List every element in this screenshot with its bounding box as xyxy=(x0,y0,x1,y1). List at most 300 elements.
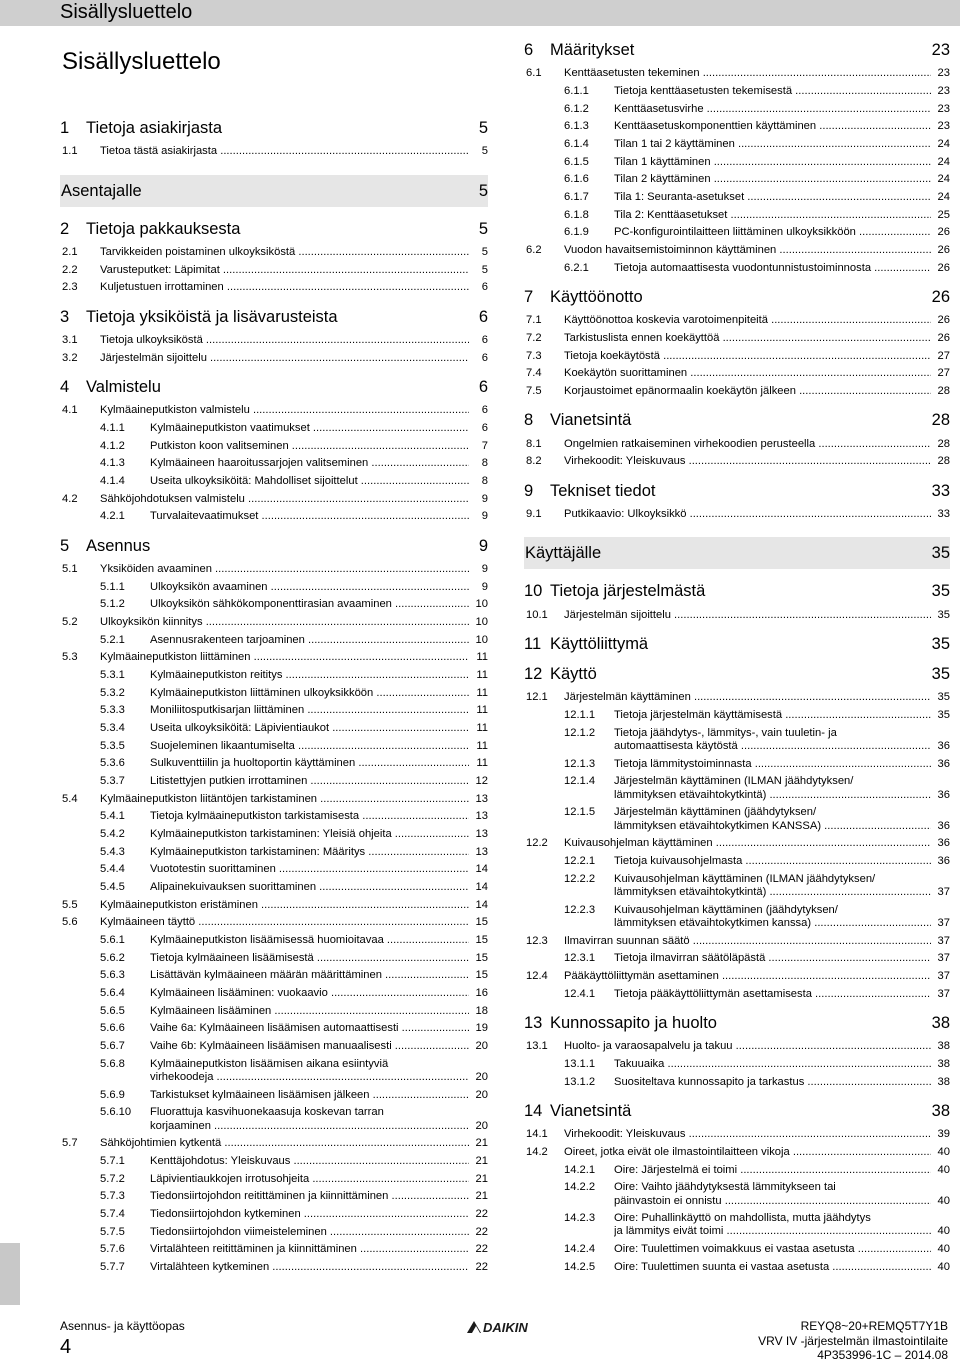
toc-entry[interactable] xyxy=(524,1038,950,1056)
toc-entry-title: Tietoja koekäytöstä ..... xyxy=(564,350,931,363)
toc-page-number: 10 xyxy=(475,615,488,628)
toc-entry[interactable] xyxy=(524,932,950,950)
toc-entry-number: 8.2 xyxy=(526,455,542,468)
toc-entry[interactable] xyxy=(524,100,950,118)
toc-entry[interactable] xyxy=(60,244,488,262)
toc-chapter-heading[interactable] xyxy=(60,307,488,327)
toc-entry[interactable] xyxy=(60,1056,488,1087)
toc-chapter-title xyxy=(60,536,150,556)
toc-page-number: 22 xyxy=(475,1225,488,1238)
toc-entry[interactable] xyxy=(60,950,488,968)
toc-entry-title: Tila 2: Kenttäasetukset ..... xyxy=(614,209,931,222)
toc-entry-title: Takuuaika ..... xyxy=(614,1058,931,1071)
toc-entry[interactable] xyxy=(524,1073,950,1091)
toc-chapter-text: Asennus xyxy=(86,536,151,555)
toc-page-number: 13 xyxy=(475,810,488,823)
toc-page-number: 6 xyxy=(478,307,488,326)
toc-entry[interactable] xyxy=(60,1241,488,1259)
toc-chapter-heading[interactable] xyxy=(524,481,950,501)
toc-chapter-text: Käyttöönotto xyxy=(550,288,643,307)
toc-entry-title-end: lämmityksen etävaihtokytkintä) ..... xyxy=(614,789,931,802)
toc-entry-title: Huolto- ja varaosapalvelu ja takuu ..... xyxy=(564,1040,931,1053)
toc-entry[interactable] xyxy=(60,279,488,297)
toc-chapter-heading[interactable] xyxy=(60,219,488,239)
toc-entry-title xyxy=(614,775,931,802)
toc-page-number: 33 xyxy=(931,481,950,500)
toc-entry-number: 5.3.7 xyxy=(100,774,125,787)
toc-entry[interactable] xyxy=(60,649,488,667)
toc-entry-number: 5.5 xyxy=(62,898,78,911)
toc-entry-number: 12.2.2 xyxy=(564,872,596,885)
toc-chapter-text: Tekniset tiedot xyxy=(550,481,656,500)
toc-page-number: 13 xyxy=(475,828,488,840)
toc-page-number: 36 xyxy=(937,788,950,801)
toc-entry[interactable] xyxy=(524,171,950,189)
toc-entry-title-line xyxy=(614,1195,931,1208)
toc-entry[interactable] xyxy=(60,455,488,473)
toc-entry[interactable] xyxy=(60,1038,488,1056)
toc-entry[interactable] xyxy=(524,206,950,224)
toc-entry-title: Kylmäaineputkiston valmistelu ..... xyxy=(100,404,469,417)
toc-entry[interactable] xyxy=(524,242,950,260)
toc-page-number: 11 xyxy=(476,757,488,770)
toc-entry[interactable] xyxy=(524,153,950,171)
toc-chapter-heading[interactable] xyxy=(524,1013,950,1033)
toc-entry-title: Läpivientiaukkojen irrotusohjeita ..... xyxy=(150,1173,469,1186)
toc-entry[interactable] xyxy=(60,349,488,367)
toc-part-heading[interactable] xyxy=(524,537,950,569)
footer-model: REYQ8~20+REMQ5T7Y1B xyxy=(800,1319,948,1333)
toc-entry-title: Ulkoyksikön kiinnitys ..... xyxy=(100,616,469,629)
toc-entry-number: 12.1.5 xyxy=(564,806,596,819)
toc-entry-number: 4.1 xyxy=(62,404,78,417)
toc-entry[interactable] xyxy=(60,1020,488,1038)
toc-entry[interactable] xyxy=(60,1104,488,1135)
toc-entry-number: 7.2 xyxy=(526,331,542,344)
toc-entry-number: 5.3.2 xyxy=(100,686,125,699)
toc-entry[interactable] xyxy=(60,473,488,491)
toc-entry[interactable] xyxy=(60,790,488,808)
toc-entry-title: Tila 1: Seuranta-asetukset ..... xyxy=(614,191,931,204)
toc-page-number: 21 xyxy=(475,1137,488,1150)
toc-entry-title: Tietoja lämmitystoiminnasta ..... xyxy=(614,758,931,771)
toc-part-heading[interactable] xyxy=(60,175,488,207)
toc-page-number: 38 xyxy=(937,1075,950,1088)
toc-entry[interactable] xyxy=(524,118,950,136)
toc-entry[interactable] xyxy=(60,332,488,350)
toc-entry-title: Tiedonsiirtojohdon reitittäminen ja kiinnittäminen ..... xyxy=(150,1190,469,1203)
toc-entry-number: 14.1 xyxy=(526,1128,548,1141)
side-tab-marker xyxy=(0,1243,20,1305)
toc-entry-number: 3.1 xyxy=(62,333,78,346)
toc-entry[interactable] xyxy=(524,83,950,101)
toc-entry[interactable] xyxy=(60,578,488,596)
toc-entry-number: 12.1.2 xyxy=(564,726,596,739)
toc-page-number: 38 xyxy=(931,1102,950,1121)
toc-page-number: 40 xyxy=(937,1225,950,1238)
toc-entry[interactable] xyxy=(524,1161,950,1179)
toc-entry-title: Vuodon havaitsemistoiminnon käyttäminen ..... xyxy=(564,244,931,257)
toc-entry-title: Tietoja pääkäyttöliittymän asettamisesta ..... xyxy=(614,988,931,1001)
page-header-bar xyxy=(0,0,960,26)
toc-entry[interactable] xyxy=(60,737,488,755)
toc-entry[interactable] xyxy=(524,65,950,83)
toc-chapter-heading[interactable] xyxy=(524,410,950,430)
toc-entry[interactable] xyxy=(60,596,488,614)
toc-entry-number: 5.3.3 xyxy=(100,704,125,717)
toc-entry-title-end: automaattisesta käytöstä ..... xyxy=(614,740,931,753)
toc-page-number: 37 xyxy=(937,934,950,947)
toc-page-number: 6 xyxy=(481,351,488,364)
toc-entry-title: Kylmäaineputkiston liitäntöjen tarkistaminen ..... xyxy=(100,793,469,806)
toc-entry[interactable] xyxy=(524,606,950,624)
toc-entry-title: Suositeltava kunnossapito ja tarkastus ..... xyxy=(614,1076,931,1089)
toc-entry[interactable] xyxy=(524,1179,950,1210)
toc-entry[interactable] xyxy=(60,420,488,438)
toc-entry-title: Ongelmien ratkaiseminen virhekoodien perusteella ..... xyxy=(564,438,931,451)
toc-entry-number: 5.6.3 xyxy=(100,969,125,982)
toc-entry-title: Oire: Tuulettimen voimakkuus ei vastaa asetusta ..... xyxy=(614,1243,931,1256)
toc-chapter-number: 13 xyxy=(524,1014,543,1032)
toc-chapter-heading[interactable] xyxy=(60,118,488,138)
toc-entry-title: Kylmäaineputkiston liittäminen ulkoyksikköön ..... xyxy=(150,687,469,700)
toc-entry[interactable] xyxy=(60,702,488,720)
toc-chapter-number: 3 xyxy=(60,307,70,326)
page-title: Sisällysluettelo xyxy=(62,48,221,75)
toc-entry[interactable] xyxy=(524,312,950,330)
toc-page-number: 18 xyxy=(475,1004,488,1017)
toc-entry[interactable] xyxy=(60,861,488,879)
toc-chapter-number: 11 xyxy=(524,635,542,654)
toc-entry[interactable] xyxy=(60,843,488,861)
toc-chapter-text: Käyttöliittymä xyxy=(550,635,649,654)
toc-entry-title: Tietoja kuivausohjelmasta ..... xyxy=(614,855,931,868)
toc-entry[interactable] xyxy=(524,435,950,453)
toc-entry[interactable] xyxy=(60,879,488,897)
toc-page-number: 5 xyxy=(478,181,488,200)
toc-entry[interactable] xyxy=(60,561,488,579)
toc-entry[interactable] xyxy=(524,835,950,853)
toc-entry-number: 6.1.4 xyxy=(564,137,589,150)
toc-entry-number: 14.2.1 xyxy=(564,1163,596,1176)
toc-entry-title: Tilan 1 tai 2 käyttäminen ..... xyxy=(614,138,931,151)
toc-entry[interactable] xyxy=(60,490,488,508)
toc-entry-title: Kylmäaineen haaroitussarjojen valitseminen ..... xyxy=(150,457,469,470)
toc-page-number: 27 xyxy=(937,367,950,380)
toc-entry-number: 5.7.4 xyxy=(100,1208,125,1221)
toc-chapter-heading[interactable] xyxy=(60,536,488,556)
toc-entry[interactable] xyxy=(60,755,488,773)
toc-page-number: 5 xyxy=(481,145,488,158)
toc-entry[interactable] xyxy=(524,985,950,1003)
toc-entry[interactable] xyxy=(60,631,488,649)
toc-entry-title: Kylmäaineputkiston reititys ..... xyxy=(150,669,469,682)
toc-entry[interactable] xyxy=(60,773,488,791)
toc-entry-title: Kylmäaineen täyttö ..... xyxy=(100,916,469,929)
toc-entry[interactable] xyxy=(524,901,950,932)
toc-entry-title: Alipainekuivauksen suorittaminen ..... xyxy=(150,881,469,894)
toc-page-number: 23 xyxy=(931,41,950,59)
toc-entry[interactable] xyxy=(60,143,488,161)
toc-entry[interactable] xyxy=(524,1241,950,1259)
toc-entry[interactable] xyxy=(60,808,488,826)
toc-page-number: 6 xyxy=(481,281,488,294)
toc-page-number: 9 xyxy=(481,562,488,575)
toc-chapter-heading[interactable] xyxy=(524,634,950,654)
toc-entry[interactable] xyxy=(524,724,950,755)
toc-entry[interactable] xyxy=(524,804,950,835)
toc-page-number: 26 xyxy=(937,261,950,274)
toc-entry[interactable] xyxy=(524,1144,950,1162)
toc-entry[interactable] xyxy=(60,508,488,526)
toc-chapter-number: 7 xyxy=(524,288,534,307)
toc-entry[interactable] xyxy=(60,614,488,632)
toc-page-number: 37 xyxy=(937,916,950,929)
toc-page-number: 36 xyxy=(937,854,950,867)
toc-entry-number: 14.2.4 xyxy=(564,1243,596,1256)
toc-page-number: 28 xyxy=(937,455,950,468)
toc-page-number: 6 xyxy=(481,404,488,417)
toc-entry-number: 12.1 xyxy=(526,691,548,704)
toc-page-number: 37 xyxy=(937,987,950,1000)
toc-entry-title: Kuivausohjelman käyttäminen ..... xyxy=(564,837,931,850)
toc-entry[interactable] xyxy=(524,383,950,401)
toc-entry[interactable] xyxy=(60,1259,488,1277)
toc-page-number: 11 xyxy=(476,668,488,681)
toc-entry-title-end: päinvastoin ei onnistu ..... xyxy=(614,1195,931,1208)
toc-entry-number: 5.4.1 xyxy=(100,810,125,823)
toc-entry-number: 5.3.4 xyxy=(100,721,125,734)
toc-entry-title: Kylmäaineen lisääminen: vuokaavio ..... xyxy=(150,987,469,1000)
toc-entry[interactable] xyxy=(60,1087,488,1105)
toc-entry-title: Kenttäasetuskomponenttien käyttäminen ..... xyxy=(614,120,931,133)
toc-entry[interactable] xyxy=(524,224,950,242)
toc-entry-number: 5.7 xyxy=(62,1137,78,1150)
toc-entry-number: 6.1.9 xyxy=(564,226,589,239)
toc-entry-title: Sähköjohdotuksen valmistelu ..... xyxy=(100,493,469,506)
toc-page-number: 13 xyxy=(475,792,488,805)
toc-entry[interactable] xyxy=(524,365,950,383)
toc-page-number: 6 xyxy=(481,421,488,434)
toc-entry-title: Moniliitosputkisarjan liittäminen ..... xyxy=(150,704,469,717)
toc-chapter-title xyxy=(60,219,240,239)
toc-entry-number: 5.2 xyxy=(62,615,78,628)
toc-entry-title: Tilan 2 käyttäminen ..... xyxy=(614,173,931,186)
toc-entry-number: 12.3.1 xyxy=(564,952,596,965)
toc-entry[interactable] xyxy=(524,1056,950,1074)
toc-entry[interactable] xyxy=(60,897,488,915)
toc-chapter-title xyxy=(60,377,161,397)
toc-page-number: 22 xyxy=(475,1261,488,1274)
toc-entry-title: Järjestelmän sijoittelu ..... xyxy=(100,352,469,365)
toc-entry[interactable] xyxy=(524,853,950,871)
toc-entry-title: Lisättävän kylmäaineen määrän määrittäminen ..... xyxy=(150,969,469,982)
toc-entry-title: Tiedonsiirtojohdon viimeisteleminen ..... xyxy=(150,1226,469,1239)
toc-page-number: 36 xyxy=(937,757,950,770)
toc-entry[interactable] xyxy=(524,950,950,968)
toc-chapter-text: Valmistelu xyxy=(86,378,161,397)
toc-entry-number: 5.7.3 xyxy=(100,1190,125,1203)
toc-entry-title: Koekäytön suorittaminen ..... xyxy=(564,367,931,380)
toc-chapter-heading[interactable] xyxy=(524,1101,950,1121)
toc-entry-number: 3.2 xyxy=(62,351,78,364)
toc-page-number: 40 xyxy=(937,1243,950,1256)
toc-page-number: 21 xyxy=(475,1190,488,1203)
toc-entry-title: Oire: Järjestelmä ei toimi ..... xyxy=(614,1164,931,1177)
toc-entry-number: 12.2 xyxy=(526,837,548,850)
toc-entry-title: Kenttäasetusten tekeminen ..... xyxy=(564,67,931,80)
toc-entry-title-end: korjaaminen ..... xyxy=(150,1120,469,1133)
toc-entry[interactable] xyxy=(60,1188,488,1206)
toc-entry[interactable] xyxy=(60,684,488,702)
toc-chapter-heading[interactable] xyxy=(60,377,488,397)
toc-entry-number: 6.1.8 xyxy=(564,208,589,221)
toc-page-number: 35 xyxy=(931,665,950,684)
toc-entry-number: 5.6 xyxy=(62,916,78,929)
toc-entry-number: 12.4 xyxy=(526,969,548,982)
toc-entry[interactable] xyxy=(524,1210,950,1241)
toc-entry[interactable] xyxy=(60,914,488,932)
toc-chapter-title xyxy=(60,307,338,327)
toc-entry-number: 5.6.1 xyxy=(100,934,125,947)
toc-page-number: 38 xyxy=(937,1057,950,1070)
toc-entry[interactable] xyxy=(60,720,488,738)
toc-page-number: 35 xyxy=(931,582,950,601)
toc-entry[interactable] xyxy=(524,773,950,804)
toc-entry[interactable] xyxy=(524,453,950,471)
toc-entry[interactable] xyxy=(60,261,488,279)
footer-product: VRV IV -järjestelmän ilmastointilaite xyxy=(758,1333,948,1348)
toc-entry-number: 13.1.1 xyxy=(564,1057,596,1070)
toc-chapter-number: 1 xyxy=(60,119,70,137)
toc-entry-number: 6.1.3 xyxy=(564,120,589,133)
toc-entry[interactable] xyxy=(60,1135,488,1153)
toc-entry-title-line: Tietoja jäähdytys-, lämmitys-, vain tuuletin- ja xyxy=(614,726,837,739)
toc-page-number: 15 xyxy=(475,969,488,982)
toc-chapter-number: 6 xyxy=(524,41,534,59)
toc-page-number: 40 xyxy=(937,1260,950,1273)
toc-entry[interactable] xyxy=(524,689,950,707)
toc-entry[interactable] xyxy=(524,968,950,986)
toc-entry[interactable] xyxy=(524,1126,950,1144)
toc-page-number: 19 xyxy=(475,1022,488,1035)
toc-entry-number: 13.1.2 xyxy=(564,1075,596,1088)
toc-entry-title: Tietoja kylmäaineputkiston tarkistamisesta ..... xyxy=(150,810,469,823)
toc-entry[interactable] xyxy=(524,136,950,154)
toc-entry[interactable] xyxy=(60,437,488,455)
toc-entry-number: 7.5 xyxy=(526,384,542,397)
toc-entry[interactable] xyxy=(60,985,488,1003)
toc-entry-number: 5.7.6 xyxy=(100,1243,125,1256)
toc-entry-title: Kylmäaineputkiston liittäminen ..... xyxy=(100,651,469,664)
toc-entry[interactable] xyxy=(524,707,950,725)
toc-entry-number: 7.4 xyxy=(526,367,542,380)
toc-page-number: 35 xyxy=(937,608,950,621)
toc-entry-number: 6.1.7 xyxy=(564,190,589,203)
toc-chapter-heading[interactable] xyxy=(524,581,950,601)
toc-entry[interactable] xyxy=(524,1259,950,1277)
toc-entry-number: 12.1.1 xyxy=(564,708,596,721)
toc-entry-title-line xyxy=(614,917,931,930)
toc-entry[interactable] xyxy=(60,1224,488,1242)
toc-page-number: 23 xyxy=(937,84,950,97)
toc-entry-title: Tarkistuslista ennen koekäyttöä ..... xyxy=(564,332,931,345)
toc-entry-title: Kenttäjohdotus: Yleiskuvaus ..... xyxy=(150,1155,469,1168)
toc-entry[interactable] xyxy=(60,1171,488,1189)
toc-page-number: 12 xyxy=(475,774,488,787)
toc-chapter-number: 9 xyxy=(524,481,534,500)
toc-entry[interactable] xyxy=(524,755,950,773)
toc-chapter-heading[interactable] xyxy=(524,287,950,307)
toc-entry[interactable] xyxy=(524,259,950,277)
toc-entry-number: 5.3.1 xyxy=(100,668,125,681)
toc-entry-title: Käyttöönottoa koskevia varotoimenpiteitä ..... xyxy=(564,314,931,327)
toc-page-number: 24 xyxy=(937,155,950,168)
toc-entry[interactable] xyxy=(60,1153,488,1171)
toc-entry[interactable] xyxy=(60,402,488,420)
toc-chapter-number: 4 xyxy=(60,378,70,397)
toc-chapter-text: Käyttö xyxy=(550,665,597,684)
toc-entry-title: Vuototestin suorittaminen ..... xyxy=(150,863,469,876)
toc-entry-title: Tietoja kenttäasetusten tekemisestä ..... xyxy=(614,85,931,98)
toc-entry[interactable] xyxy=(60,1206,488,1224)
toc-entry[interactable] xyxy=(524,330,950,348)
toc-entry-title-end: lämmityksen etävaihtokytkimen KANSSA) ..... xyxy=(614,820,931,833)
toc-entry-number: 4.1.1 xyxy=(100,421,125,434)
footer-doc-id: 4P353996-1C – 2014.08 xyxy=(817,1348,948,1362)
toc-entry-title: Virhekoodit: Yleiskuvaus ..... xyxy=(564,455,931,468)
toc-entry[interactable] xyxy=(60,967,488,985)
toc-entry[interactable] xyxy=(524,506,950,524)
toc-entry[interactable] xyxy=(60,667,488,685)
toc-entry[interactable] xyxy=(60,1003,488,1021)
toc-chapter-heading[interactable] xyxy=(524,40,950,60)
toc-entry-title: Kylmäaineputkiston eristäminen ..... xyxy=(100,899,469,912)
toc-entry[interactable] xyxy=(524,347,950,365)
toc-page-number: 26 xyxy=(937,243,950,256)
toc-entry-title: Virtalähteen reitittäminen ja kiinnittäminen ..... xyxy=(150,1243,469,1256)
toc-page-number: 28 xyxy=(937,384,950,397)
toc-entry-title: Ulkoyksikön avaaminen ..... xyxy=(150,581,469,594)
toc-chapter-title xyxy=(524,40,634,60)
toc-entry-number: 13.1 xyxy=(526,1040,548,1053)
toc-page-number: 11 xyxy=(476,686,488,699)
toc-entry-number: 2.1 xyxy=(62,245,78,258)
toc-entry-title: Kylmäaineputkiston vaatimukset ..... xyxy=(150,422,469,435)
toc-entry-number: 5.4.2 xyxy=(100,828,125,840)
toc-entry-number: 5.6.4 xyxy=(100,987,125,1000)
toc-chapter-title xyxy=(524,634,648,654)
toc-entry-number: 5.7.2 xyxy=(100,1172,125,1185)
toc-chapter-heading[interactable] xyxy=(524,664,950,684)
toc-chapter-number: 14 xyxy=(524,1102,543,1121)
toc-entry[interactable] xyxy=(524,189,950,207)
toc-entry-number: 12.1.3 xyxy=(564,757,596,770)
toc-entry-title: Järjestelmän käyttäminen ..... xyxy=(564,691,931,704)
toc-entry-number: 12.3 xyxy=(526,934,548,947)
toc-chapter-title xyxy=(524,581,705,601)
toc-chapter-text: Tietoja asiakirjasta xyxy=(86,119,223,137)
toc-page-number: 26 xyxy=(937,314,950,327)
toc-entry-title: PC-konfigurointilaitteen liittäminen ulkoyksikköön ..... xyxy=(614,226,931,239)
toc-page-number: 15 xyxy=(475,916,488,929)
toc-entry[interactable] xyxy=(60,826,488,844)
toc-page-number: 33 xyxy=(937,507,950,520)
toc-entry[interactable] xyxy=(524,870,950,901)
toc-entry-title-line: Kuivausohjelman käyttäminen (jäähdytyksen/ xyxy=(614,903,838,916)
toc-entry-title: Yksiköiden avaaminen ..... xyxy=(100,563,469,576)
toc-entry[interactable] xyxy=(60,932,488,950)
